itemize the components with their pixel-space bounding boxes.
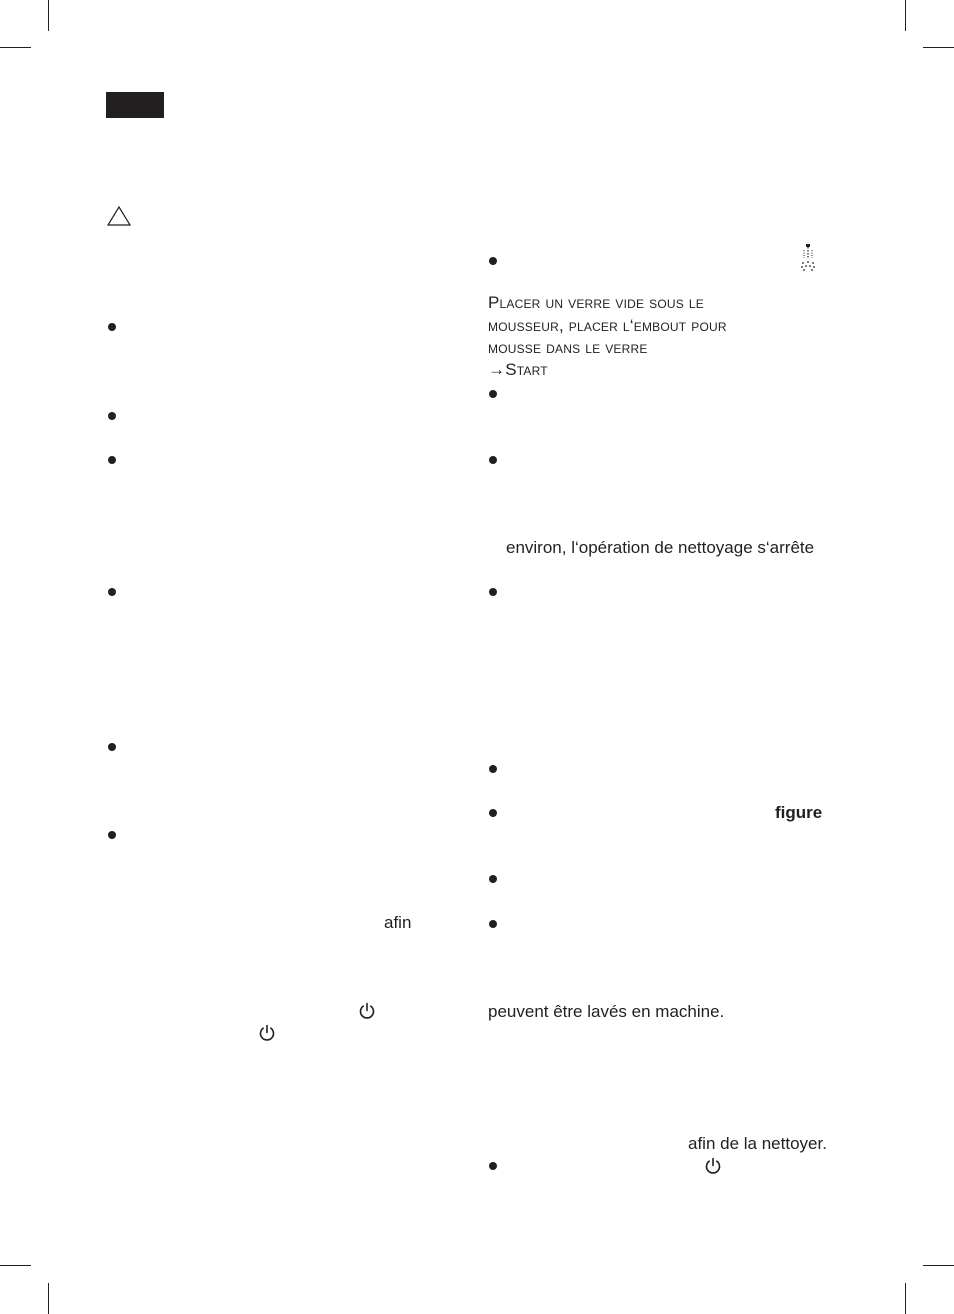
- steam-nozzle-icon: [800, 244, 816, 272]
- text-figure: figure: [775, 803, 823, 822]
- bullet-point: [489, 588, 497, 596]
- bullet-point: [489, 1162, 497, 1170]
- bullet-point: [489, 257, 497, 265]
- crop-mark: [48, 0, 49, 31]
- bullet-point: [489, 390, 497, 398]
- bullet-point: [108, 412, 116, 420]
- display-message-line: mousse dans le verre: [488, 338, 648, 357]
- warning-triangle-icon: [107, 206, 131, 226]
- display-message-line: Placer un verre vide sous le: [488, 293, 704, 312]
- crop-mark: [48, 1283, 49, 1314]
- power-icon: [258, 1024, 276, 1042]
- bullet-point: [489, 765, 497, 773]
- bullet-point: [489, 875, 497, 883]
- bullet-point: [108, 323, 116, 331]
- power-icon: [358, 1002, 376, 1020]
- text-environ: environ, l‘opération de nettoyage s‘arrête: [506, 538, 815, 557]
- crop-mark: [905, 0, 906, 31]
- crop-mark: [0, 1265, 31, 1266]
- arrow-right-icon: →: [488, 360, 506, 379]
- crop-mark: [905, 1283, 906, 1314]
- crop-mark: [0, 47, 31, 48]
- bullet-point: [108, 743, 116, 751]
- bullet-point: [489, 456, 497, 464]
- bullet-point: [489, 920, 497, 928]
- bullet-point: [108, 588, 116, 596]
- display-message-line: mousseur, placer l‘embout pour: [488, 316, 727, 335]
- bullet-point: [108, 456, 116, 464]
- text-afin-nettoyer: afin de la nettoyer.: [688, 1134, 827, 1153]
- language-tab: [106, 92, 164, 118]
- text-afin: afin: [384, 913, 412, 932]
- text-peuvent: peuvent être lavés en machine.: [488, 1002, 725, 1021]
- display-message-start: [488, 359, 548, 381]
- crop-mark: [923, 1265, 954, 1266]
- crop-mark: [923, 47, 954, 48]
- bullet-point: [489, 809, 497, 817]
- bullet-point: [108, 831, 116, 839]
- power-icon: [704, 1157, 722, 1175]
- start-label: Start: [505, 360, 548, 379]
